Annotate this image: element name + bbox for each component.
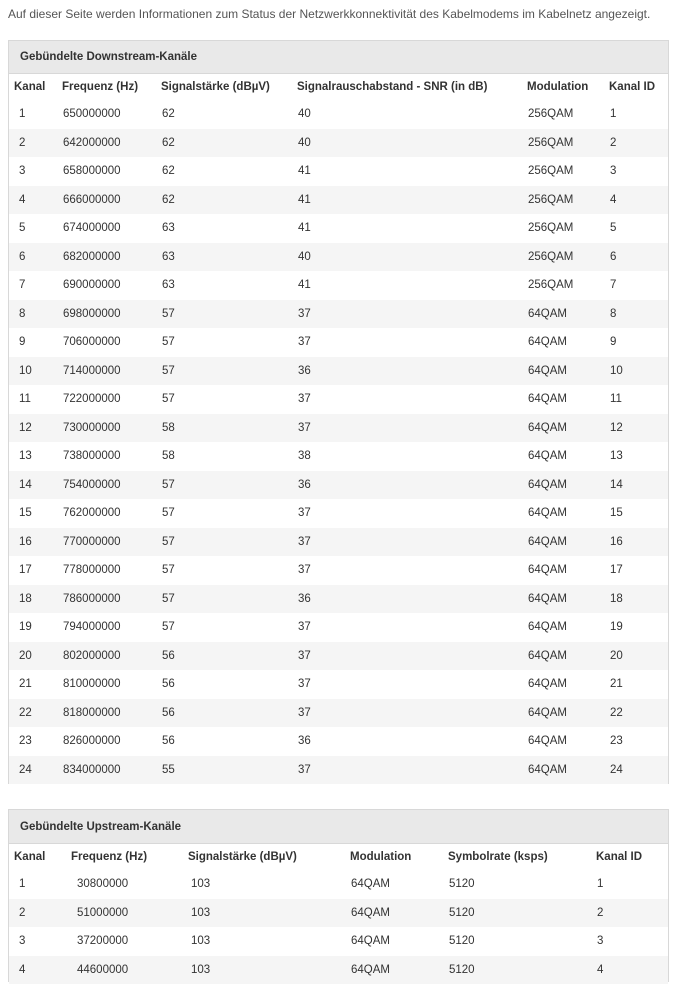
cell-frequenz: 30800000 xyxy=(66,870,183,899)
cell-signalstaerke: 57 xyxy=(156,328,292,357)
column-header-symbolrate: Symbolrate (ksps) xyxy=(448,851,548,863)
cell-kanal-id: 3 xyxy=(591,927,668,956)
cell-modulation: 64QAM xyxy=(522,642,604,671)
cell-kanal-id: 2 xyxy=(591,899,668,928)
cell-kanal-id: 23 xyxy=(604,727,668,756)
cell-frequenz: 51000000 xyxy=(66,899,183,928)
cell-frequenz: 834000000 xyxy=(57,756,156,785)
column-header-kanal: Kanal xyxy=(14,81,46,93)
cell-modulation: 64QAM xyxy=(522,699,604,728)
table-row xyxy=(9,243,668,272)
cell-snr: 37 xyxy=(292,499,522,528)
table-row xyxy=(9,499,668,528)
cell-kanal: 12 xyxy=(9,414,57,443)
cell-signalstaerke: 57 xyxy=(156,585,292,614)
table-row xyxy=(9,357,668,386)
cell-frequenz: 674000000 xyxy=(57,214,156,243)
downstream-channels-table xyxy=(9,74,668,784)
column-header-kanal: Kanal xyxy=(14,851,46,863)
cell-signalstaerke: 57 xyxy=(156,385,292,414)
cell-frequenz: 658000000 xyxy=(57,157,156,186)
cell-signalstaerke: 56 xyxy=(156,642,292,671)
cell-kanal: 7 xyxy=(9,271,57,300)
cell-modulation: 256QAM xyxy=(522,214,604,243)
cell-kanal-id: 1 xyxy=(591,870,668,899)
cell-modulation: 256QAM xyxy=(522,243,604,272)
cell-snr: 36 xyxy=(292,727,522,756)
cell-kanal-id: 22 xyxy=(604,699,668,728)
cell-kanal-id: 8 xyxy=(604,300,668,329)
cell-signalstaerke: 55 xyxy=(156,756,292,785)
downstream-channels-panel xyxy=(8,40,669,784)
cell-modulation: 64QAM xyxy=(345,870,443,899)
cell-snr: 40 xyxy=(292,129,522,158)
cell-signalstaerke: 103 xyxy=(183,899,345,928)
cell-kanal: 23 xyxy=(9,727,57,756)
cell-kanal: 10 xyxy=(9,357,57,386)
table-row xyxy=(9,670,668,699)
cell-frequenz: 666000000 xyxy=(57,186,156,215)
table-row xyxy=(9,300,668,329)
cell-signalstaerke: 58 xyxy=(156,442,292,471)
cell-kanal: 6 xyxy=(9,243,57,272)
table-row xyxy=(9,214,668,243)
cell-modulation: 64QAM xyxy=(522,556,604,585)
cell-kanal-id: 18 xyxy=(604,585,668,614)
cell-kanal: 9 xyxy=(9,328,57,357)
table-row xyxy=(9,756,668,785)
cell-modulation: 64QAM xyxy=(522,585,604,614)
column-header-signalstaerke: Signalstärke (dBµV) xyxy=(161,81,270,93)
cell-kanal-id: 15 xyxy=(604,499,668,528)
cell-signalstaerke: 57 xyxy=(156,357,292,386)
cell-frequenz: 826000000 xyxy=(57,727,156,756)
cell-modulation: 256QAM xyxy=(522,186,604,215)
table-row xyxy=(9,471,668,500)
column-header-frequenz: Frequenz (Hz) xyxy=(71,851,148,863)
cell-snr: 41 xyxy=(292,214,522,243)
cell-signalstaerke: 57 xyxy=(156,556,292,585)
cell-kanal: 15 xyxy=(9,499,57,528)
table-row xyxy=(9,727,668,756)
cell-kanal: 1 xyxy=(9,870,66,899)
cell-kanal-id: 14 xyxy=(604,471,668,500)
cell-signalstaerke: 62 xyxy=(156,157,292,186)
cell-snr: 37 xyxy=(292,328,522,357)
cell-kanal-id: 5 xyxy=(604,214,668,243)
cell-frequenz: 770000000 xyxy=(57,528,156,557)
table-row xyxy=(9,870,668,899)
cell-kanal-id: 3 xyxy=(604,157,668,186)
cell-frequenz: 818000000 xyxy=(57,699,156,728)
table-row xyxy=(9,956,668,985)
cell-frequenz: 786000000 xyxy=(57,585,156,614)
cell-kanal-id: 19 xyxy=(604,613,668,642)
table-row xyxy=(9,699,668,728)
table-row xyxy=(9,927,668,956)
cell-signalstaerke: 57 xyxy=(156,471,292,500)
cell-kanal: 18 xyxy=(9,585,57,614)
table-row xyxy=(9,585,668,614)
cell-frequenz: 730000000 xyxy=(57,414,156,443)
cell-kanal: 2 xyxy=(9,129,57,158)
cell-modulation: 256QAM xyxy=(522,271,604,300)
cell-modulation: 64QAM xyxy=(345,927,443,956)
cell-kanal: 17 xyxy=(9,556,57,585)
cell-kanal-id: 1 xyxy=(604,100,668,129)
cell-modulation: 64QAM xyxy=(522,756,604,785)
cell-modulation: 64QAM xyxy=(522,528,604,557)
cell-kanal-id: 10 xyxy=(604,357,668,386)
column-header-modulation: Modulation xyxy=(527,81,589,93)
cell-signalstaerke: 103 xyxy=(183,870,345,899)
cell-modulation: 64QAM xyxy=(522,471,604,500)
cell-kanal: 3 xyxy=(9,157,57,186)
cell-frequenz: 650000000 xyxy=(57,100,156,129)
cell-signalstaerke: 62 xyxy=(156,129,292,158)
cell-frequenz: 682000000 xyxy=(57,243,156,272)
table-row xyxy=(9,613,668,642)
cell-modulation: 64QAM xyxy=(522,385,604,414)
cell-snr: 36 xyxy=(292,585,522,614)
table-row xyxy=(9,442,668,471)
cell-signalstaerke: 62 xyxy=(156,100,292,129)
cell-signalstaerke: 57 xyxy=(156,300,292,329)
cell-kanal: 20 xyxy=(9,642,57,671)
cell-modulation: 256QAM xyxy=(522,157,604,186)
cell-signalstaerke: 62 xyxy=(156,186,292,215)
cell-frequenz: 810000000 xyxy=(57,670,156,699)
cell-kanal-id: 12 xyxy=(604,414,668,443)
cell-kanal-id: 16 xyxy=(604,528,668,557)
cell-frequenz: 37200000 xyxy=(66,927,183,956)
cell-snr: 36 xyxy=(292,357,522,386)
cell-kanal-id: 21 xyxy=(604,670,668,699)
cell-kanal-id: 17 xyxy=(604,556,668,585)
cell-kanal: 13 xyxy=(9,442,57,471)
column-header-signalstaerke: Signalstärke (dBµV) xyxy=(188,851,297,863)
cell-frequenz: 794000000 xyxy=(57,613,156,642)
cell-signalstaerke: 57 xyxy=(156,499,292,528)
cell-frequenz: 706000000 xyxy=(57,328,156,357)
cell-kanal: 3 xyxy=(9,927,66,956)
cell-kanal: 16 xyxy=(9,528,57,557)
table-header-row xyxy=(9,74,668,100)
table-row xyxy=(9,328,668,357)
cell-signalstaerke: 63 xyxy=(156,271,292,300)
cell-snr: 37 xyxy=(292,556,522,585)
cell-kanal: 14 xyxy=(9,471,57,500)
cell-modulation: 64QAM xyxy=(522,414,604,443)
cell-kanal-id: 13 xyxy=(604,442,668,471)
cell-snr: 37 xyxy=(292,300,522,329)
downstream-panel-title: Gebündelte Downstream-Kanäle xyxy=(9,41,668,74)
upstream-channels-panel xyxy=(8,809,669,982)
cell-modulation: 64QAM xyxy=(522,613,604,642)
table-row xyxy=(9,385,668,414)
cell-frequenz: 738000000 xyxy=(57,442,156,471)
cell-symbolrate: 5120 xyxy=(443,956,591,985)
cell-modulation: 64QAM xyxy=(522,442,604,471)
cell-signalstaerke: 57 xyxy=(156,613,292,642)
cell-snr: 37 xyxy=(292,670,522,699)
cell-frequenz: 44600000 xyxy=(66,956,183,985)
cell-modulation: 256QAM xyxy=(522,100,604,129)
cell-modulation: 64QAM xyxy=(522,499,604,528)
cell-kanal-id: 6 xyxy=(604,243,668,272)
column-header-modulation: Modulation xyxy=(350,851,412,863)
cell-snr: 37 xyxy=(292,642,522,671)
cell-kanal: 8 xyxy=(9,300,57,329)
cell-modulation: 64QAM xyxy=(522,727,604,756)
cell-kanal: 1 xyxy=(9,100,57,129)
cell-snr: 41 xyxy=(292,157,522,186)
cell-kanal: 19 xyxy=(9,613,57,642)
cell-signalstaerke: 58 xyxy=(156,414,292,443)
table-row xyxy=(9,528,668,557)
cell-kanal: 5 xyxy=(9,214,57,243)
column-header-snr: Signalrauschabstand - SNR (in dB) xyxy=(297,81,488,93)
cell-snr: 37 xyxy=(292,613,522,642)
cell-snr: 37 xyxy=(292,699,522,728)
cell-modulation: 64QAM xyxy=(345,956,443,985)
cell-snr: 41 xyxy=(292,271,522,300)
cell-kanal-id: 4 xyxy=(604,186,668,215)
cell-snr: 37 xyxy=(292,385,522,414)
cell-frequenz: 802000000 xyxy=(57,642,156,671)
cell-snr: 40 xyxy=(292,100,522,129)
upstream-channels-table xyxy=(9,844,668,984)
cell-frequenz: 754000000 xyxy=(57,471,156,500)
cell-signalstaerke: 56 xyxy=(156,670,292,699)
cell-signalstaerke: 56 xyxy=(156,699,292,728)
table-row xyxy=(9,271,668,300)
cell-modulation: 64QAM xyxy=(522,670,604,699)
cell-symbolrate: 5120 xyxy=(443,870,591,899)
cell-frequenz: 642000000 xyxy=(57,129,156,158)
cell-signalstaerke: 103 xyxy=(183,927,345,956)
table-row xyxy=(9,642,668,671)
cell-modulation: 64QAM xyxy=(345,899,443,928)
column-header-frequenz: Frequenz (Hz) xyxy=(62,81,139,93)
cell-signalstaerke: 63 xyxy=(156,214,292,243)
cell-signalstaerke: 56 xyxy=(156,727,292,756)
cell-kanal-id: 4 xyxy=(591,956,668,985)
cell-kanal: 4 xyxy=(9,186,57,215)
cell-frequenz: 690000000 xyxy=(57,271,156,300)
cell-kanal: 21 xyxy=(9,670,57,699)
cell-signalstaerke: 103 xyxy=(183,956,345,985)
cell-symbolrate: 5120 xyxy=(443,927,591,956)
cell-kanal-id: 7 xyxy=(604,271,668,300)
cell-modulation: 256QAM xyxy=(522,129,604,158)
table-row xyxy=(9,129,668,158)
cell-signalstaerke: 57 xyxy=(156,528,292,557)
cell-kanal-id: 11 xyxy=(604,385,668,414)
cell-kanal: 24 xyxy=(9,756,57,785)
table-row xyxy=(9,414,668,443)
cell-kanal-id: 20 xyxy=(604,642,668,671)
cell-kanal: 11 xyxy=(9,385,57,414)
table-row xyxy=(9,186,668,215)
cell-frequenz: 698000000 xyxy=(57,300,156,329)
cell-frequenz: 714000000 xyxy=(57,357,156,386)
upstream-panel-title: Gebündelte Upstream-Kanäle xyxy=(9,810,668,844)
cell-snr: 37 xyxy=(292,414,522,443)
cell-kanal: 2 xyxy=(9,899,66,928)
cell-snr: 38 xyxy=(292,442,522,471)
cell-snr: 41 xyxy=(292,186,522,215)
table-row xyxy=(9,100,668,129)
cell-snr: 37 xyxy=(292,528,522,557)
cell-modulation: 64QAM xyxy=(522,357,604,386)
cell-kanal-id: 9 xyxy=(604,328,668,357)
cell-kanal: 22 xyxy=(9,699,57,728)
cell-frequenz: 762000000 xyxy=(57,499,156,528)
table-row xyxy=(9,899,668,928)
cell-symbolrate: 5120 xyxy=(443,899,591,928)
cell-snr: 40 xyxy=(292,243,522,272)
cell-kanal-id: 24 xyxy=(604,756,668,785)
page-intro-text: Auf dieser Seite werden Informationen zum Status der Netzwerkkonnektivität des Kabelmodems im Kabelnetz angezeigt. xyxy=(8,7,651,21)
cell-snr: 36 xyxy=(292,471,522,500)
cell-snr: 37 xyxy=(292,756,522,785)
table-header-row xyxy=(9,844,668,870)
cell-modulation: 64QAM xyxy=(522,328,604,357)
cell-frequenz: 778000000 xyxy=(57,556,156,585)
cell-signalstaerke: 63 xyxy=(156,243,292,272)
cell-kanal: 4 xyxy=(9,956,66,985)
cell-kanal-id: 2 xyxy=(604,129,668,158)
column-header-kanal-id: Kanal ID xyxy=(596,851,643,863)
table-row xyxy=(9,556,668,585)
column-header-kanal-id: Kanal ID xyxy=(609,81,656,93)
table-row xyxy=(9,157,668,186)
cell-frequenz: 722000000 xyxy=(57,385,156,414)
cell-modulation: 64QAM xyxy=(522,300,604,329)
